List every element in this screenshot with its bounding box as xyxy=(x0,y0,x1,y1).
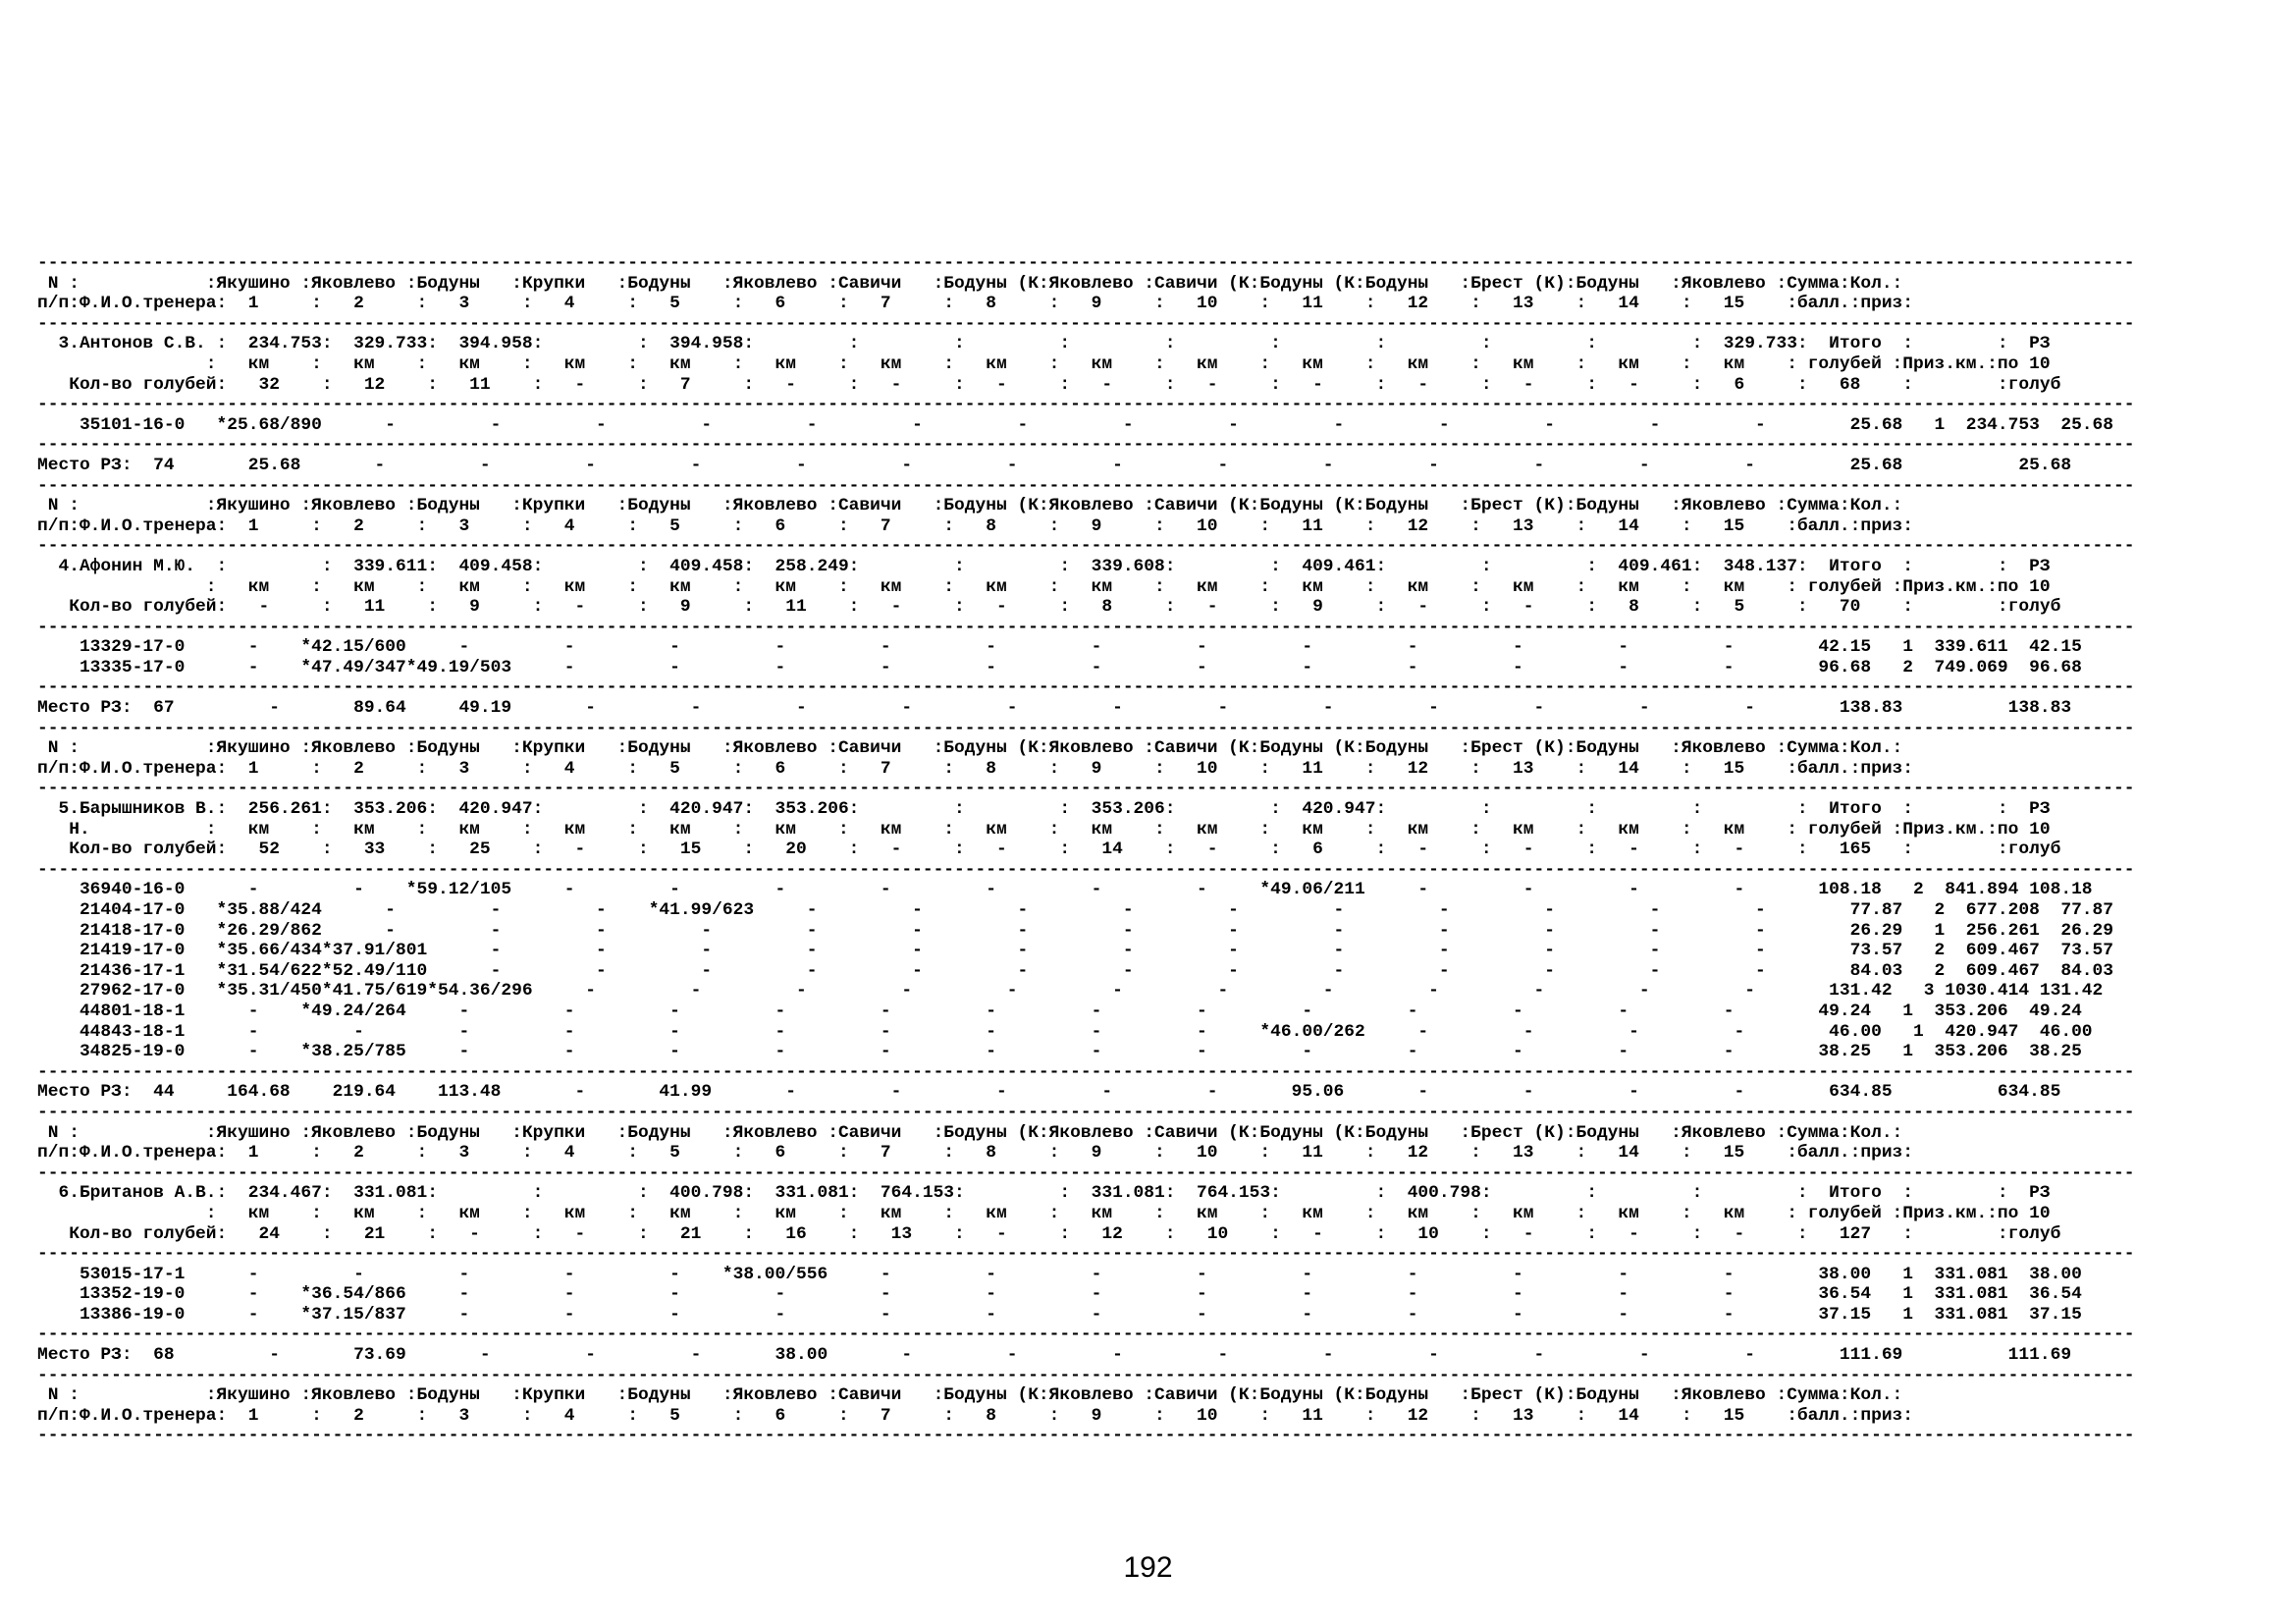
trainer-info-line: Кол-во голубей: - : 11 : 9 : - : 9 : 11 : - : - : 8 : - : 9 : - : - : 8 : 5 : 70 : :голуб xyxy=(37,597,2061,618)
separator-line: ------------------------------------------------------------------------------------------------------------------------------------------------------------------------------------------------------- xyxy=(37,677,2135,698)
trainer-info-line: Кол-во голубей: 32 : 12 : 11 : - : 7 : - : - : - : - : - : - : - : - : - : 6 : 68 : :голуб xyxy=(37,374,2061,395)
column-header-line: п/п:Ф.И.О.тренера: 1 : 2 : 3 : 4 : 5 : 6 : 7 : 8 : 9 : 10 : 11 : 12 : 13 : 14 : 15 :балл.:приз: xyxy=(37,294,1914,314)
place-summary-line: Место РЗ: 74 25.68 - - - - - - - - - - - - - - 25.68 25.68 xyxy=(37,455,2072,475)
trainer-info-line: : км : км : км : км : км : км : км : км : км : км : км : км : км : км : км : голубей :Приз.км.:по 10 xyxy=(37,1203,2051,1223)
column-header-line: п/п:Ф.И.О.тренера: 1 : 2 : 3 : 4 : 5 : 6 : 7 : 8 : 9 : 10 : 11 : 12 : 13 : 14 : 15 :балл.:приз: xyxy=(37,1143,1914,1164)
pigeon-row: 21419-17-0 *35.66/434*37.91/801 - - - - - - - - - - - - - 73.57 2 609.467 73.57 xyxy=(37,941,2114,961)
separator-line: ------------------------------------------------------------------------------------------------------------------------------------------------------------------------------------------------------- xyxy=(37,253,2135,273)
separator-line: ------------------------------------------------------------------------------------------------------------------------------------------------------------------------------------------------------- xyxy=(37,1102,2135,1122)
trainer-info-line: Кол-во голубей: 24 : 21 : - : - : 21 : 16 : 13 : - : 12 : 10 : - : 10 : - : - : - : 127 : :голуб xyxy=(37,1223,2061,1244)
column-header-line: N : :Якушино :Яковлево :Бодуны :Крупки :Бодуны :Яковлево :Савичи :Бодуны (К:Яковлево :Савичи (К:Бодуны (К:Бодуны :Брест (К):Бодуны :Яковлево :Сумма:Кол.: xyxy=(37,1385,1903,1406)
pigeon-row: 13329-17-0 - *42.15/600 - - - - - - - - - - - - - 42.15 1 339.611 42.15 xyxy=(37,637,2082,658)
pigeon-row: 53015-17-1 - - - - - *38.00/556 - - - - - - - - - 38.00 1 331.081 38.00 xyxy=(37,1264,2082,1284)
pigeon-row: 44843-18-1 - - - - - - - - - - *46.00/262 - - - - 46.00 1 420.947 46.00 xyxy=(37,1021,2093,1042)
page-number: 192 xyxy=(1123,1551,1173,1584)
trainer-info-line: : км : км : км : км : км : км : км : км : км : км : км : км : км : км : км : голубей :Приз.км.:по 10 xyxy=(37,576,2051,597)
trainer-info-line: 6.Британов А.В.: 234.467: 331.081: : : 400.798: 331.081: 764.153: : 331.081: 764.153: : 400.798: : : : Итого : : РЗ xyxy=(37,1183,2051,1204)
separator-line: ------------------------------------------------------------------------------------------------------------------------------------------------------------------------------------------------------- xyxy=(37,1244,2135,1265)
pigeon-row: 21404-17-0 *35.88/424 - - - *41.99/623 - - - - - - - - - - 77.87 2 677.208 77.87 xyxy=(37,900,2114,920)
column-header-line: п/п:Ф.И.О.тренера: 1 : 2 : 3 : 4 : 5 : 6 : 7 : 8 : 9 : 10 : 11 : 12 : 13 : 14 : 15 :балл.:приз: xyxy=(37,758,1914,779)
pigeon-row: 36940-16-0 - - *59.12/105 - - - - - - - *49.06/211 - - - - 108.18 2 841.894 108.18 xyxy=(37,880,2093,900)
column-header-line: N : :Якушино :Яковлево :Бодуны :Крупки :Бодуны :Яковлево :Савичи :Бодуны (К:Яковлево :Савичи (К:Бодуны (К:Бодуны :Брест (К):Бодуны :Яковлево :Сумма:Кол.: xyxy=(37,496,1903,516)
pigeon-row: 27962-17-0 *35.31/450*41.75/619*54.36/296 - - - - - - - - - - - - 131.42 3 1030.414 131.42 xyxy=(37,981,2104,1001)
separator-line: ------------------------------------------------------------------------------------------------------------------------------------------------------------------------------------------------------- xyxy=(37,779,2135,799)
separator-line: ------------------------------------------------------------------------------------------------------------------------------------------------------------------------------------------------------- xyxy=(37,1061,2135,1082)
column-header-line: п/п:Ф.И.О.тренера: 1 : 2 : 3 : 4 : 5 : 6 : 7 : 8 : 9 : 10 : 11 : 12 : 13 : 14 : 15 :балл.:приз: xyxy=(37,515,1914,536)
separator-line: ------------------------------------------------------------------------------------------------------------------------------------------------------------------------------------------------------- xyxy=(37,617,2135,637)
trainer-info-line: 4.Афонин М.Ю. : : 339.611: 409.458: : 409.458: 258.249: : : 339.608: : 409.461: : : 409.461: 348.137: Итого : : РЗ xyxy=(37,556,2051,576)
separator-line: ------------------------------------------------------------------------------------------------------------------------------------------------------------------------------------------------------- xyxy=(37,435,2135,456)
pigeon-row: 13352-19-0 - *36.54/866 - - - - - - - - - - - - - 36.54 1 331.081 36.54 xyxy=(37,1284,2082,1305)
separator-line: ------------------------------------------------------------------------------------------------------------------------------------------------------------------------------------------------------- xyxy=(37,395,2135,415)
separator-line: ------------------------------------------------------------------------------------------------------------------------------------------------------------------------------------------------------- xyxy=(37,1426,2135,1446)
column-header-line: N : :Якушино :Яковлево :Бодуны :Крупки :Бодуны :Яковлево :Савичи :Бодуны (К:Яковлево :Савичи (К:Бодуны (К:Бодуны :Брест (К):Бодуны :Яковлево :Сумма:Кол.: xyxy=(37,738,1903,759)
separator-line: ------------------------------------------------------------------------------------------------------------------------------------------------------------------------------------------------------- xyxy=(37,536,2135,557)
place-summary-line: Место РЗ: 68 - 73.69 - - - 38.00 - - - - - - - - - 111.69 111.69 xyxy=(37,1345,2072,1366)
column-header-line: N : :Якушино :Яковлево :Бодуны :Крупки :Бодуны :Яковлево :Савичи :Бодуны (К:Яковлево :Савичи (К:Бодуны (К:Бодуны :Брест (К):Бодуны :Яковлево :Сумма:Кол.: xyxy=(37,273,1903,294)
separator-line: ------------------------------------------------------------------------------------------------------------------------------------------------------------------------------------------------------- xyxy=(37,313,2135,334)
trainer-info-line: 5.Барышников В.: 256.261: 353.206: 420.947: : 420.947: 353.206: : : 353.206: : 420.947: : : : : Итого : : РЗ xyxy=(37,799,2051,820)
results-table xyxy=(37,253,2135,1446)
trainer-info-line: 3.Антонов С.В. : 234.753: 329.733: 394.958: : 394.958: : : : : : : : : : 329.733: Итого : : РЗ xyxy=(37,334,2051,354)
place-summary-line: Место РЗ: 44 164.68 219.64 113.48 - 41.99 - - - - - 95.06 - - - - 634.85 634.85 xyxy=(37,1082,2061,1103)
pigeon-row: 44801-18-1 - *49.24/264 - - - - - - - - - - - - - 49.24 1 353.206 49.24 xyxy=(37,1001,2082,1021)
separator-line: ------------------------------------------------------------------------------------------------------------------------------------------------------------------------------------------------------- xyxy=(37,859,2135,880)
separator-line: ------------------------------------------------------------------------------------------------------------------------------------------------------------------------------------------------------- xyxy=(37,1365,2135,1385)
pigeon-row: 21436-17-1 *31.54/622*52.49/110 - - - - - - - - - - - - - 84.03 2 609.467 84.03 xyxy=(37,960,2114,981)
pigeon-row: 35101-16-0 *25.68/890 - - - - - - - - - - - - - - 25.68 1 234.753 25.68 xyxy=(37,414,2114,435)
column-header-line: п/п:Ф.И.О.тренера: 1 : 2 : 3 : 4 : 5 : 6 : 7 : 8 : 9 : 10 : 11 : 12 : 13 : 14 : 15 :балл.:приз: xyxy=(37,1405,1914,1426)
place-summary-line: Место РЗ: 67 - 89.64 49.19 - - - - - - - - - - - - 138.83 138.83 xyxy=(37,698,2072,719)
pigeon-row: 34825-19-0 - *38.25/785 - - - - - - - - - - - - - 38.25 1 353.206 38.25 xyxy=(37,1042,2082,1062)
column-header-line: N : :Якушино :Яковлево :Бодуны :Крупки :Бодуны :Яковлево :Савичи :Бодуны (К:Яковлево :Савичи (К:Бодуны (К:Бодуны :Брест (К):Бодуны :Яковлево :Сумма:Кол.: xyxy=(37,1122,1903,1143)
separator-line: ------------------------------------------------------------------------------------------------------------------------------------------------------------------------------------------------------- xyxy=(37,475,2135,496)
separator-line: ------------------------------------------------------------------------------------------------------------------------------------------------------------------------------------------------------- xyxy=(37,718,2135,738)
pigeon-row: 13386-19-0 - *37.15/837 - - - - - - - - - - - - - 37.15 1 331.081 37.15 xyxy=(37,1304,2082,1325)
trainer-info-line: Н. : км : км : км : км : км : км : км : км : км : км : км : км : км : км : км : голубей :Приз.км.:по 10 xyxy=(37,819,2051,839)
separator-line: ------------------------------------------------------------------------------------------------------------------------------------------------------------------------------------------------------- xyxy=(37,1163,2135,1183)
trainer-info-line: : км : км : км : км : км : км : км : км : км : км : км : км : км : км : км : голубей :Приз.км.:по 10 xyxy=(37,353,2051,374)
trainer-info-line: Кол-во голубей: 52 : 33 : 25 : - : 15 : 20 : - : - : 14 : - : 6 : - : - : - : - : 165 : :голуб xyxy=(37,839,2061,860)
pigeon-row: 13335-17-0 - *47.49/347*49.19/503 - - - - - - - - - - - - 96.68 2 749.069 96.68 xyxy=(37,657,2082,677)
pigeon-row: 21418-17-0 *26.29/862 - - - - - - - - - - - - - - 26.29 1 256.261 26.29 xyxy=(37,920,2114,941)
separator-line: ------------------------------------------------------------------------------------------------------------------------------------------------------------------------------------------------------- xyxy=(37,1325,2135,1345)
